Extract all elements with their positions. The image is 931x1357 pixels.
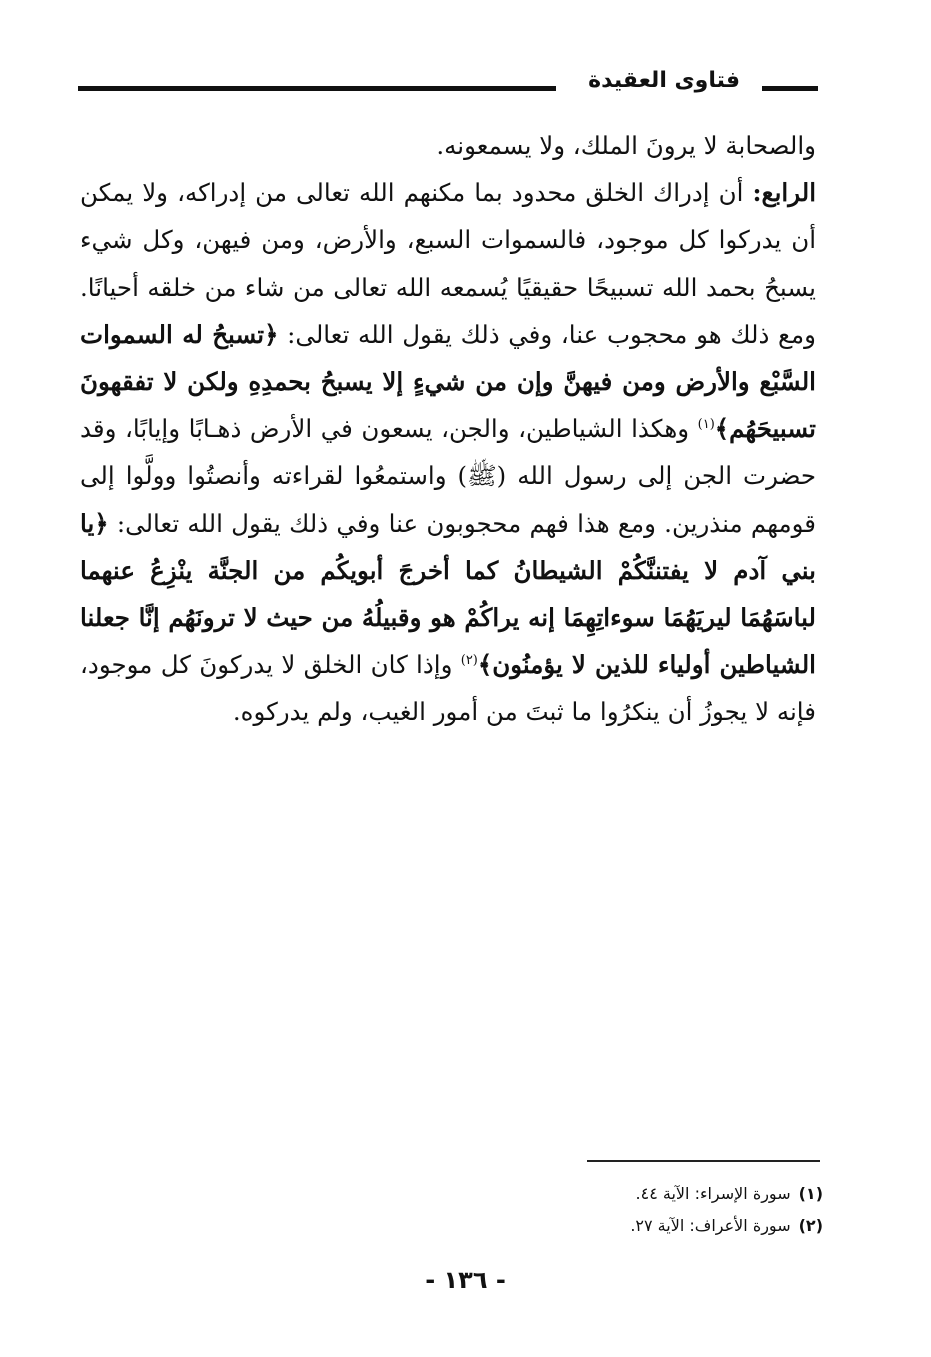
footnote-text: سورة الأعراف: الآية ٢٧. <box>630 1216 791 1235</box>
point-paragraph <box>80 169 816 735</box>
page-number: - ١٣٦ - <box>425 1266 506 1294</box>
header-rule <box>78 86 556 91</box>
paragraph-text-1: أن إدراك الخلق محدود بما مكنهم الله تعالى من إدراكه، ولا يمكن أن يدركوا كل موجود، فالسموات السبع، والأرض، ومن فيهن، وكل شيء يسبحُ بحمد الله تسبيحًا حقيقيًا يُسمعه الله تعالى من شاء من خلقه أحيانًا. ومع ذلك هو محجوب عنا، وفي ذلك يقول الله تعالى: <box>80 178 817 349</box>
running-header <box>78 66 818 106</box>
footnote-number: (٢) <box>798 1216 823 1235</box>
intro-line: والصحابة لا يرونَ الملك، ولا يسمعونه. <box>436 131 816 160</box>
header-rule-short <box>762 86 818 91</box>
quran-verse-2: ﴿يا بني آدم لا يفتننَّكُمْ الشيطانُ كما أخرجَ أبويكُم من الجنَّة ينْزِعُ عنهما لباسَهُمَا ليريَهُمَا سوءاتِهِمَا إنه يراكُمْ هو وقبيلُهُ من حيث لا ترونَهُم إنَّا جعلنا الشياطين أولياء للذين لا يؤمنُون﴾ <box>80 508 816 680</box>
footnote-item <box>423 1210 823 1242</box>
footnote-separator <box>587 1160 820 1162</box>
paragraph-text-3: وإذا كان الخلق لا يدركونَ كل موجود، فإنه لا يجوزُ أن ينكرُوا ما ثبتَ من أمور الغيب، ولم يدركوه. <box>80 650 816 727</box>
footnote-text: سورة الإسراء: الآية ٤٤. <box>635 1184 791 1203</box>
footnotes <box>423 1178 823 1242</box>
paragraph-text-2: وهكذا الشياطين، والجن، يسعون في الأرض ذهـابًا وإيابًا، وقد حضرت الجن إلى رسول الله (ﷺ) واستمعُوا لقراءته وأنصتُوا وولَّوا إلى قومهم منذرين. ومع هذا فهم محجوبون عنا وفي ذلك يقول الله تعالى: <box>80 414 816 538</box>
footnote-ref-1: (١) <box>697 417 715 433</box>
footnote-number: (١) <box>798 1184 823 1203</box>
body-text <box>80 122 816 736</box>
quran-verse-1: ﴿تسبحُ له السموات السَّبْع والأرض ومن فيهنَّ وإن من شيءٍ إلا يسبحُ بحمدِهِ ولكن لا تفقهونَ تسبيحَهُم﴾ <box>80 319 816 444</box>
footnote-item <box>423 1178 823 1210</box>
header-title: فتاوى العقيدة <box>588 68 740 93</box>
point-label: الرابع: <box>752 178 816 208</box>
footnote-ref-2: (٢) <box>460 653 478 669</box>
